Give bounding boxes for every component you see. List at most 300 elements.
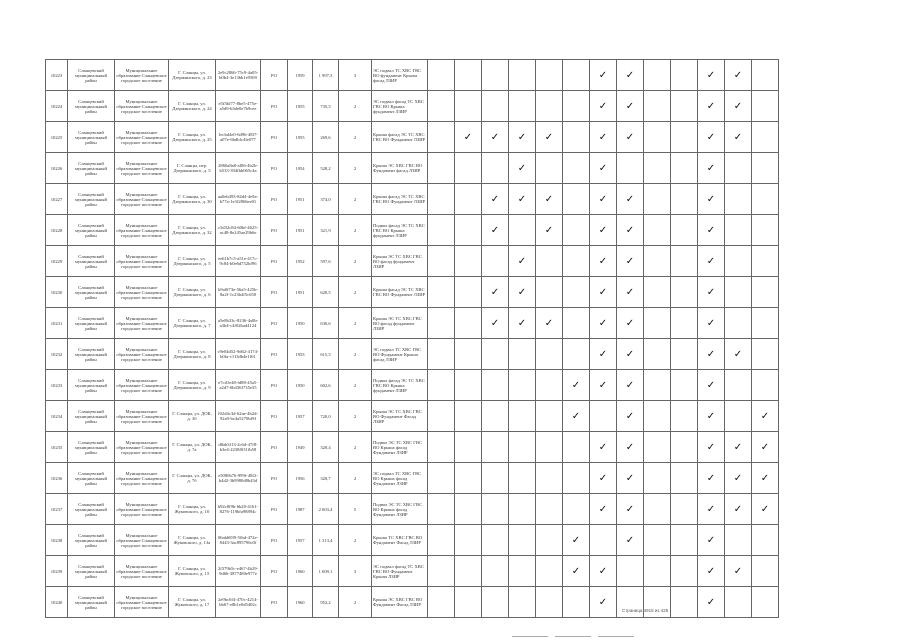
checkmark-icon: ✓	[752, 432, 779, 463]
table-row	[46, 587, 779, 618]
address-cell: Г. Сланцы, ул. Жуковского, д. 15	[169, 556, 216, 587]
empty-cell	[563, 246, 590, 277]
empty-cell	[509, 556, 536, 587]
checkmark-icon: ✓	[698, 184, 725, 215]
empty-cell	[752, 556, 779, 587]
floors-cell: 2	[339, 525, 372, 556]
empty-cell	[428, 432, 455, 463]
checkmark-icon: ✓	[617, 184, 644, 215]
empty-cell	[509, 339, 536, 370]
year-cell: 1951	[288, 184, 313, 215]
checkmark-icon: ✓	[617, 246, 644, 277]
guid-cell: 2e9bc0f4-470c-4214-bb67-e8b1e0d5402c	[216, 587, 261, 618]
owner-cell: Муниципальное образование Сланцевское городское поселение	[115, 246, 169, 277]
checkmark-icon: ✓	[590, 463, 617, 494]
address-cell: Г. Сланцы, ул. Дзержинского, д. 32	[169, 215, 216, 246]
empty-cell	[455, 494, 482, 525]
empty-cell	[644, 339, 671, 370]
area-cell: 615,5	[313, 339, 339, 370]
checkmark-icon: ✓	[590, 122, 617, 153]
year-cell: 1960	[288, 587, 313, 618]
checkmark-icon: ✓	[617, 215, 644, 246]
year-cell: 1960	[288, 556, 313, 587]
checkmark-icon: ✓	[590, 494, 617, 525]
floors-cell: 2	[339, 184, 372, 215]
checkmark-icon: ✓	[590, 556, 617, 587]
empty-cell	[752, 153, 779, 184]
area-cell: 374,0	[313, 184, 339, 215]
empty-cell	[536, 463, 563, 494]
works-cell: ЭС подвал фасад ТС ХВС ГВС ВО Крыша фундамент ЛЗИР	[372, 91, 428, 122]
row-number-cell: 10238	[46, 525, 68, 556]
empty-cell	[428, 525, 455, 556]
area-cell: 597,6	[313, 246, 339, 277]
works-cell: Крыша ЭС ХВС ГВС ВО Фундамент Фасад ЛЗИР	[372, 587, 428, 618]
empty-cell	[509, 463, 536, 494]
empty-cell	[482, 60, 509, 91]
guid-cell: 2e9c2866-75c9-4a05-b0b4-3e13bb1e9569	[216, 60, 261, 91]
empty-cell	[752, 525, 779, 556]
year-cell: 1950	[288, 308, 313, 339]
empty-cell	[536, 153, 563, 184]
checkmark-icon: ✓	[698, 215, 725, 246]
row-number-cell: 10230	[46, 277, 68, 308]
empty-cell	[725, 525, 752, 556]
checkmark-icon: ✓	[698, 494, 725, 525]
checkmark-icon: ✓	[698, 432, 725, 463]
empty-cell	[644, 215, 671, 246]
empty-cell	[482, 153, 509, 184]
empty-cell	[671, 215, 698, 246]
empty-cell	[752, 246, 779, 277]
empty-cell	[563, 587, 590, 618]
empty-cell	[644, 308, 671, 339]
area-cell: 269,6	[313, 122, 339, 153]
address-cell: Г. Сланцы, ул. ДОК, д. 7б	[169, 463, 216, 494]
address-cell: Г. Сланцы, пер. Дзержинского, д. 5	[169, 153, 216, 184]
guid-cell: b92c8f9b-6b20-4161-8276-119bfa98894c	[216, 494, 261, 525]
address-cell: Г. Сланцы, ул. Жуковского, д. 10	[169, 494, 216, 525]
year-cell: 1951	[288, 277, 313, 308]
type-cell: РО	[261, 370, 288, 401]
owner-cell: Муниципальное образование Сланцевское городское поселение	[115, 370, 169, 401]
address-cell: Г. Сланцы, ул. Дзержинского, д. 25	[169, 122, 216, 153]
empty-cell	[428, 215, 455, 246]
empty-cell	[482, 525, 509, 556]
owner-cell: Муниципальное образование Сланцевское городское поселение	[115, 494, 169, 525]
empty-cell	[428, 339, 455, 370]
district-cell: Сланцевский муниципальный район	[68, 122, 115, 153]
register-table	[45, 59, 779, 618]
year-cell: 1957	[288, 525, 313, 556]
address-cell: Г. Сланцы, ул. Дзержинского, д. 5	[169, 246, 216, 277]
empty-cell	[428, 401, 455, 432]
row-number-cell: 10232	[46, 339, 68, 370]
empty-cell	[671, 246, 698, 277]
area-cell: 630,6	[313, 308, 339, 339]
works-cell: Крыша фасад ЭС ТС ХВС ГВС ВО Фундамент ЛЗИР	[372, 184, 428, 215]
empty-cell	[455, 432, 482, 463]
empty-cell	[455, 60, 482, 91]
table-row	[46, 525, 779, 556]
empty-cell	[563, 153, 590, 184]
empty-cell	[455, 370, 482, 401]
empty-cell	[482, 339, 509, 370]
floors-cell: 2	[339, 339, 372, 370]
area-cell: 320,4	[313, 432, 339, 463]
district-cell: Сланцевский муниципальный район	[68, 339, 115, 370]
works-cell: Крыша ЭС ХВС ГВС ВО Фундамент фасад ЛЗИР	[372, 153, 428, 184]
checkmark-icon: ✓	[698, 246, 725, 277]
empty-cell	[671, 60, 698, 91]
works-cell: Подвал фасад ЭС ТС ХВС ГВС ВО Крыша фундамент ЛЗИР	[372, 215, 428, 246]
year-cell: 1954	[288, 153, 313, 184]
empty-cell	[509, 401, 536, 432]
guid-cell: b9a0f73e-56a5-425b-8a2f-1c23b4f5c658	[216, 277, 261, 308]
works-cell: Крыша фасад ЭС ТС ХВС ГВС ВО Фундамент ЛЗИР	[372, 122, 428, 153]
floors-cell: 2	[339, 432, 372, 463]
checkmark-icon: ✓	[698, 60, 725, 91]
checkmark-icon: ✓	[725, 122, 752, 153]
district-cell: Сланцевский муниципальный район	[68, 60, 115, 91]
empty-cell	[563, 122, 590, 153]
empty-cell	[752, 277, 779, 308]
address-cell: Г. Сланцы, ул. Жуковского, д. 17	[169, 587, 216, 618]
empty-cell	[509, 525, 536, 556]
row-number-cell: 10229	[46, 246, 68, 277]
guid-cell: f02d4c3d-62ae-4b2d-92a9-bc4a5270bf9f	[216, 401, 261, 432]
table-row	[46, 122, 779, 153]
owner-cell: Муниципальное образование Сланцевское городское поселение	[115, 153, 169, 184]
floors-cell: 2	[339, 401, 372, 432]
guid-cell: 2f379b5c-e467-4b29-9d66-3877480e977e	[216, 556, 261, 587]
district-cell: Сланцевский муниципальный район	[68, 277, 115, 308]
empty-cell	[725, 184, 752, 215]
checkmark-icon: ✓	[698, 122, 725, 153]
type-cell: РО	[261, 494, 288, 525]
checkmark-icon: ✓	[698, 277, 725, 308]
empty-cell	[671, 556, 698, 587]
empty-cell	[644, 246, 671, 277]
works-cell: Подвал ЭС ТС ХВС ГВС ВО Крыша фасад Фундамент ЛЗИР	[372, 494, 428, 525]
empty-cell	[590, 401, 617, 432]
empty-cell	[644, 432, 671, 463]
works-cell: Крыша фасад ЭС ТС ХВС ГВС ВО Фундамент ЛЗИР	[372, 277, 428, 308]
checkmark-icon: ✓	[590, 60, 617, 91]
checkmark-icon: ✓	[590, 308, 617, 339]
guid-cell: a5e8b33c-8236-4a0b-a3b4-c4f02bad4124	[216, 308, 261, 339]
empty-cell	[644, 60, 671, 91]
checkmark-icon: ✓	[725, 463, 752, 494]
address-cell: Г. Сланцы, ул. Дзержинского, д. 6	[169, 277, 216, 308]
empty-cell	[725, 370, 752, 401]
empty-cell	[752, 587, 779, 618]
empty-cell	[509, 60, 536, 91]
district-cell: Сланцевский муниципальный район	[68, 153, 115, 184]
checkmark-icon: ✓	[536, 184, 563, 215]
empty-cell	[563, 494, 590, 525]
year-cell: 1987	[288, 494, 313, 525]
empty-cell	[455, 308, 482, 339]
row-number-cell: 10224	[46, 91, 68, 122]
type-cell: РО	[261, 153, 288, 184]
checkmark-icon: ✓	[536, 308, 563, 339]
empty-cell	[644, 556, 671, 587]
works-cell: ЭС подвал фасад ТС ХВС ГВС ВО Фундамент Крыша ЛЗИР	[372, 556, 428, 587]
empty-cell	[536, 494, 563, 525]
checkmark-icon: ✓	[590, 339, 617, 370]
empty-cell	[509, 494, 536, 525]
empty-cell	[428, 277, 455, 308]
checkmark-icon: ✓	[617, 122, 644, 153]
empty-cell	[428, 122, 455, 153]
owner-cell: Муниципальное образование Сланцевское городское поселение	[115, 122, 169, 153]
type-cell: РО	[261, 277, 288, 308]
scan-edge-mark	[512, 636, 548, 637]
row-number-cell: 10240	[46, 587, 68, 618]
empty-cell	[482, 401, 509, 432]
area-cell: 2 603,4	[313, 494, 339, 525]
checkmark-icon: ✓	[563, 370, 590, 401]
guid-cell: d8ab3f13-2c6d-47f8-b3e4-2238f031fb58	[216, 432, 261, 463]
scan-edge-mark	[598, 636, 634, 637]
district-cell: Сланцевский муниципальный район	[68, 587, 115, 618]
checkmark-icon: ✓	[698, 463, 725, 494]
checkmark-icon: ✓	[698, 153, 725, 184]
page-footer: Страница 4915 из 425	[622, 608, 669, 613]
row-number-cell: 10225	[46, 122, 68, 153]
checkmark-icon: ✓	[509, 184, 536, 215]
floors-cell: 2	[339, 463, 372, 494]
empty-cell	[563, 339, 590, 370]
empty-cell	[536, 60, 563, 91]
year-cell: 1955	[288, 122, 313, 153]
type-cell: РО	[261, 463, 288, 494]
checkmark-icon: ✓	[698, 556, 725, 587]
type-cell: РО	[261, 525, 288, 556]
empty-cell	[563, 91, 590, 122]
empty-cell	[536, 277, 563, 308]
empty-cell	[644, 401, 671, 432]
empty-cell	[644, 370, 671, 401]
empty-cell	[536, 339, 563, 370]
checkmark-icon: ✓	[482, 277, 509, 308]
empty-cell	[455, 153, 482, 184]
row-number-cell: 10235	[46, 432, 68, 463]
empty-cell	[428, 494, 455, 525]
empty-cell	[725, 215, 752, 246]
guid-cell: e7cd1e48-fd88-45a5-a2d7-6b436f735e35	[216, 370, 261, 401]
checkmark-icon: ✓	[590, 432, 617, 463]
type-cell: РО	[261, 60, 288, 91]
empty-cell	[671, 587, 698, 618]
empty-cell	[725, 587, 752, 618]
checkmark-icon: ✓	[563, 556, 590, 587]
checkmark-icon: ✓	[698, 308, 725, 339]
area-cell: 620,5	[313, 277, 339, 308]
area-cell: 952,2	[313, 587, 339, 618]
row-number-cell: 10239	[46, 556, 68, 587]
empty-cell	[671, 122, 698, 153]
district-cell: Сланцевский муниципальный район	[68, 556, 115, 587]
empty-cell	[644, 122, 671, 153]
area-cell: 1 997,3	[313, 60, 339, 91]
checkmark-icon: ✓	[536, 215, 563, 246]
empty-cell	[455, 339, 482, 370]
checkmark-icon: ✓	[725, 339, 752, 370]
checkmark-icon: ✓	[698, 370, 725, 401]
floors-cell: 2	[339, 308, 372, 339]
checkmark-icon: ✓	[590, 215, 617, 246]
type-cell: РО	[261, 215, 288, 246]
empty-cell	[455, 401, 482, 432]
empty-cell	[671, 308, 698, 339]
checkmark-icon: ✓	[509, 153, 536, 184]
empty-cell	[536, 401, 563, 432]
year-cell: 1957	[288, 401, 313, 432]
year-cell: 1950	[288, 370, 313, 401]
table-row	[46, 401, 779, 432]
owner-cell: Муниципальное образование Сланцевское городское поселение	[115, 556, 169, 587]
checkmark-icon: ✓	[590, 91, 617, 122]
floors-cell: 2	[339, 246, 372, 277]
area-cell: 602,6	[313, 370, 339, 401]
checkmark-icon: ✓	[590, 153, 617, 184]
empty-cell	[752, 60, 779, 91]
empty-cell	[482, 494, 509, 525]
row-number-cell: 10228	[46, 215, 68, 246]
checkmark-icon: ✓	[617, 308, 644, 339]
checkmark-icon: ✓	[617, 370, 644, 401]
checkmark-icon: ✓	[536, 122, 563, 153]
empty-cell	[482, 432, 509, 463]
empty-cell	[455, 463, 482, 494]
empty-cell	[428, 587, 455, 618]
checkmark-icon: ✓	[698, 91, 725, 122]
checkmark-icon: ✓	[509, 308, 536, 339]
checkmark-icon: ✓	[509, 277, 536, 308]
floors-cell: 2	[339, 277, 372, 308]
owner-cell: Муниципальное образование Сланцевское городское поселение	[115, 432, 169, 463]
empty-cell	[671, 525, 698, 556]
empty-cell	[455, 556, 482, 587]
works-cell: Крыша ЭС ТС ХВС ГВС ВО фасад фундамент ЛЗИР	[372, 308, 428, 339]
address-cell: Г. Сланцы, ул. Дзержинского, д. 23	[169, 60, 216, 91]
floors-cell: 2	[339, 370, 372, 401]
year-cell: 1952	[288, 246, 313, 277]
empty-cell	[536, 91, 563, 122]
checkmark-icon: ✓	[752, 401, 779, 432]
empty-cell	[536, 432, 563, 463]
empty-cell	[671, 339, 698, 370]
empty-cell	[644, 184, 671, 215]
empty-cell	[428, 153, 455, 184]
empty-cell	[482, 246, 509, 277]
table-row	[46, 153, 779, 184]
guid-cell: c9e04d52-9d62-4174-b0fa-c113db4e1f61	[216, 339, 261, 370]
empty-cell	[455, 184, 482, 215]
address-cell: Г. Сланцы, ул. Дзержинского, д. 24	[169, 91, 216, 122]
owner-cell: Муниципальное образование Сланцевское городское поселение	[115, 215, 169, 246]
table-row	[46, 370, 779, 401]
empty-cell	[752, 339, 779, 370]
empty-cell	[563, 215, 590, 246]
address-cell: Г. Сланцы, ул. Дзержинского, д. 8	[169, 339, 216, 370]
empty-cell	[725, 277, 752, 308]
year-cell: 1951	[288, 215, 313, 246]
empty-cell	[725, 308, 752, 339]
type-cell: РО	[261, 587, 288, 618]
table-row	[46, 308, 779, 339]
checkmark-icon: ✓	[725, 60, 752, 91]
checkmark-icon: ✓	[590, 277, 617, 308]
empty-cell	[455, 587, 482, 618]
checkmark-icon: ✓	[617, 401, 644, 432]
checkmark-icon: ✓	[509, 246, 536, 277]
checkmark-icon: ✓	[482, 308, 509, 339]
empty-cell	[617, 153, 644, 184]
empty-cell	[752, 122, 779, 153]
district-cell: Сланцевский муниципальный район	[68, 463, 115, 494]
table-row	[46, 463, 779, 494]
empty-cell	[482, 556, 509, 587]
guid-cell: e5080b76-999f-48f2-b4d2-3b9980d8b43d	[216, 463, 261, 494]
works-cell: Подвал ЭС ТС ХВС ГВС ВО Крыша фасад Фундамент ЛЗИР	[372, 432, 428, 463]
floors-cell: 3	[339, 60, 372, 91]
empty-cell	[671, 277, 698, 308]
table-row	[46, 277, 779, 308]
empty-cell	[428, 370, 455, 401]
empty-cell	[536, 556, 563, 587]
checkmark-icon: ✓	[698, 525, 725, 556]
checkmark-icon: ✓	[563, 525, 590, 556]
district-cell: Сланцевский муниципальный район	[68, 184, 115, 215]
checkmark-icon: ✓	[617, 432, 644, 463]
row-number-cell: 10226	[46, 153, 68, 184]
empty-cell	[563, 463, 590, 494]
empty-cell	[509, 432, 536, 463]
guid-cell: ee61b7c5-a51e-417c-9c84-b0e6d752bf96	[216, 246, 261, 277]
owner-cell: Муниципальное образование Сланцевское городское поселение	[115, 401, 169, 432]
owner-cell: Муниципальное образование Сланцевское городское поселение	[115, 587, 169, 618]
year-cell: 1959	[288, 60, 313, 91]
year-cell: 1953	[288, 339, 313, 370]
empty-cell	[509, 91, 536, 122]
type-cell: РО	[261, 401, 288, 432]
owner-cell: Муниципальное образование Сланцевское городское поселение	[115, 277, 169, 308]
type-cell: РО	[261, 339, 288, 370]
empty-cell	[671, 432, 698, 463]
guid-cell: 1ecbd4e0-6d96-48f7-a07e-6bdbfc4fe077	[216, 122, 261, 153]
address-cell: Г. Сланцы, ул. Дзержинского, д. 30	[169, 184, 216, 215]
type-cell: РО	[261, 308, 288, 339]
floors-cell: 3	[339, 556, 372, 587]
type-cell: РО	[261, 246, 288, 277]
table-row	[46, 494, 779, 525]
table-row	[46, 432, 779, 463]
empty-cell	[671, 463, 698, 494]
address-cell: Г. Сланцы, ул. Дзержинского, д. 9	[169, 370, 216, 401]
empty-cell	[428, 60, 455, 91]
empty-cell	[455, 277, 482, 308]
checkmark-icon: ✓	[725, 432, 752, 463]
empty-cell	[752, 215, 779, 246]
empty-cell	[725, 401, 752, 432]
owner-cell: Муниципальное образование Сланцевское городское поселение	[115, 60, 169, 91]
type-cell: РО	[261, 432, 288, 463]
table-row	[46, 339, 779, 370]
checkmark-icon: ✓	[509, 122, 536, 153]
